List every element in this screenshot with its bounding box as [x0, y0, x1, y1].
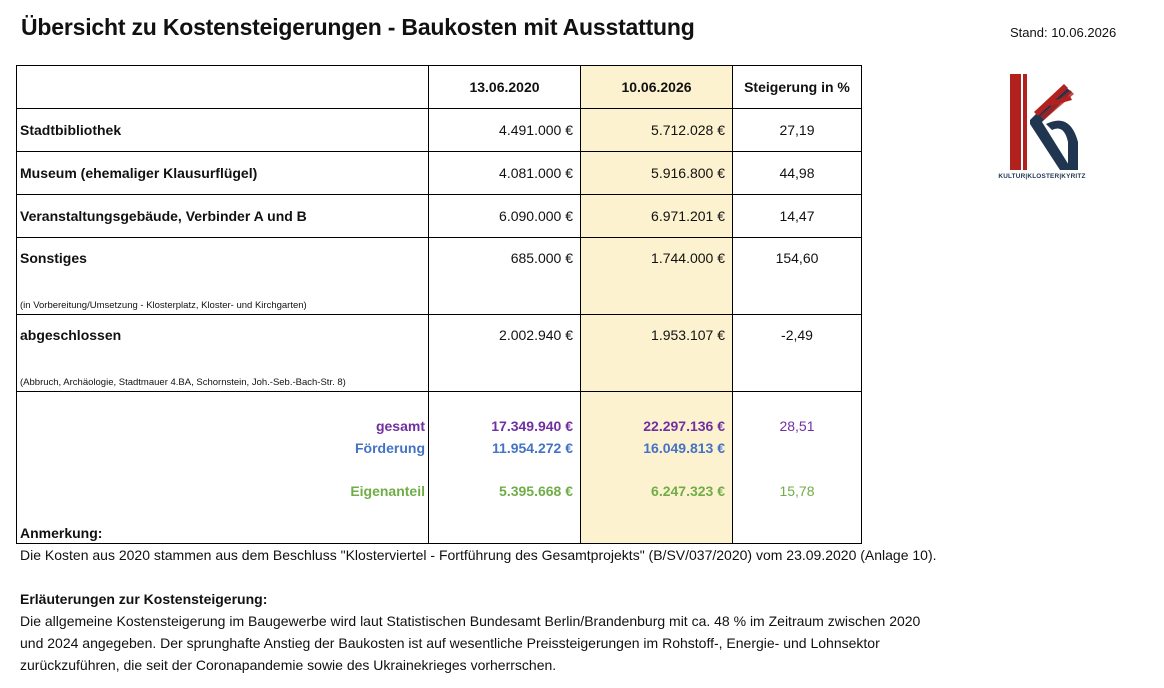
row-sublabel: (in Vorbereitung/Umsetzung - Klosterplatz, Kloster- und Kirchgarten) [20, 300, 307, 311]
totals-2026 [581, 392, 733, 544]
table-row [17, 152, 862, 195]
header-empty [17, 66, 429, 109]
erlaeuterung-line: Die allgemeine Kostensteigerung im Baugewerbe wird laut Statistischen Bundesamt Berlin/Brandenburg mit ca. 48 % im Zeitraum zwischen 2020 [20, 613, 921, 629]
page-title: Übersicht zu Kostensteigerungen - Baukosten mit Ausstattung [21, 14, 695, 40]
row-percent: 154,60 [733, 238, 862, 315]
anmerkung-heading: Anmerkung: [20, 525, 103, 541]
gesamt-2020: 17.349.940 € [491, 418, 573, 434]
row-value-2020: 4.081.000 € [429, 152, 581, 195]
row-name [17, 238, 429, 315]
erlaeuterung-line: zurückzuführen, die seit der Coronapandemie sowie des Ukrainekrieges vorherrschen. [20, 657, 557, 673]
row-value-2026: 5.916.800 € [581, 152, 733, 195]
logo-label: KULTUR|KLOSTER|KYRITZ [998, 173, 1086, 180]
row-value-2026: 6.971.201 € [581, 195, 733, 238]
row-label: Museum (ehemaliger Klausurflügel) [20, 165, 258, 181]
row-label: abgeschlossen [20, 327, 122, 343]
foerderung-label: Förderung [355, 440, 425, 456]
gesamt-percent: 28,51 [779, 418, 815, 434]
totals-labels [17, 392, 429, 544]
row-name [17, 195, 429, 238]
row-value-2020: 4.491.000 € [429, 109, 581, 152]
totals-percent [733, 392, 862, 544]
row-value-2026: 1.744.000 € [581, 238, 733, 315]
row-value-2020: 685.000 € [429, 238, 581, 315]
gesamt-label: gesamt [375, 418, 425, 434]
table-row [17, 109, 862, 152]
row-label: Sonstiges [20, 250, 87, 266]
row-value-2026: 1.953.107 € [581, 315, 733, 392]
erlaeuterung-line: und 2024 angegeben. Der sprunghafte Anstieg der Baukosten ist auf wesentliche Preissteigerungen im Rohstoff-, Energie- und Lohnsektor [20, 635, 880, 651]
row-value-2020: 6.090.000 € [429, 195, 581, 238]
anmerkung-text: Die Kosten aus 2020 stammen aus dem Beschluss "Klosterviertel - Fortführung des Gesamtprojekts" (B/SV/037/2020) vom 23.09.2020 (Anlage 10). [20, 547, 937, 563]
totals-row [17, 392, 862, 544]
row-percent: 27,19 [733, 109, 862, 152]
row-name [17, 315, 429, 392]
header-2026: 10.06.2026 [581, 66, 733, 109]
eigenanteil-label: Eigenanteil [350, 483, 425, 499]
row-value-2020: 2.002.940 € [429, 315, 581, 392]
eigenanteil-percent: 15,78 [779, 483, 815, 499]
row-percent: -2,49 [733, 315, 862, 392]
table-row [17, 315, 862, 392]
header-steigerung: Steigerung in % [733, 66, 862, 109]
kultur-kloster-kyritz-logo-icon [990, 72, 1096, 188]
row-name [17, 109, 429, 152]
totals-2020 [429, 392, 581, 544]
row-label: Veranstaltungsgebäude, Verbinder A und B [20, 208, 307, 224]
foerderung-2020: 11.954.272 € [492, 440, 573, 456]
row-label: Stadtbibliothek [20, 122, 122, 138]
row-name [17, 152, 429, 195]
eigenanteil-2026: 6.247.323 € [651, 483, 725, 499]
gesamt-2026: 22.297.136 € [643, 418, 725, 434]
row-percent: 14,47 [733, 195, 862, 238]
table-row [17, 195, 862, 238]
eigenanteil-2020: 5.395.668 € [499, 483, 573, 499]
header-2020: 13.06.2020 [429, 66, 581, 109]
table-header-row [17, 66, 862, 109]
erlaeuterung-heading: Erläuterungen zur Kostensteigerung: [20, 591, 268, 607]
stand-date: Stand: 10.06.2026 [1010, 25, 1117, 40]
row-value-2026: 5.712.028 € [581, 109, 733, 152]
table-row [17, 238, 862, 315]
notes-section [20, 522, 1020, 676]
foerderung-2026: 16.049.813 € [643, 440, 725, 456]
cost-table [16, 65, 862, 544]
row-percent: 44,98 [733, 152, 862, 195]
row-sublabel: (Abbruch, Archäologie, Stadtmauer 4.BA, Schornstein, Joh.-Seb.-Bach-Str. 8) [20, 377, 346, 388]
